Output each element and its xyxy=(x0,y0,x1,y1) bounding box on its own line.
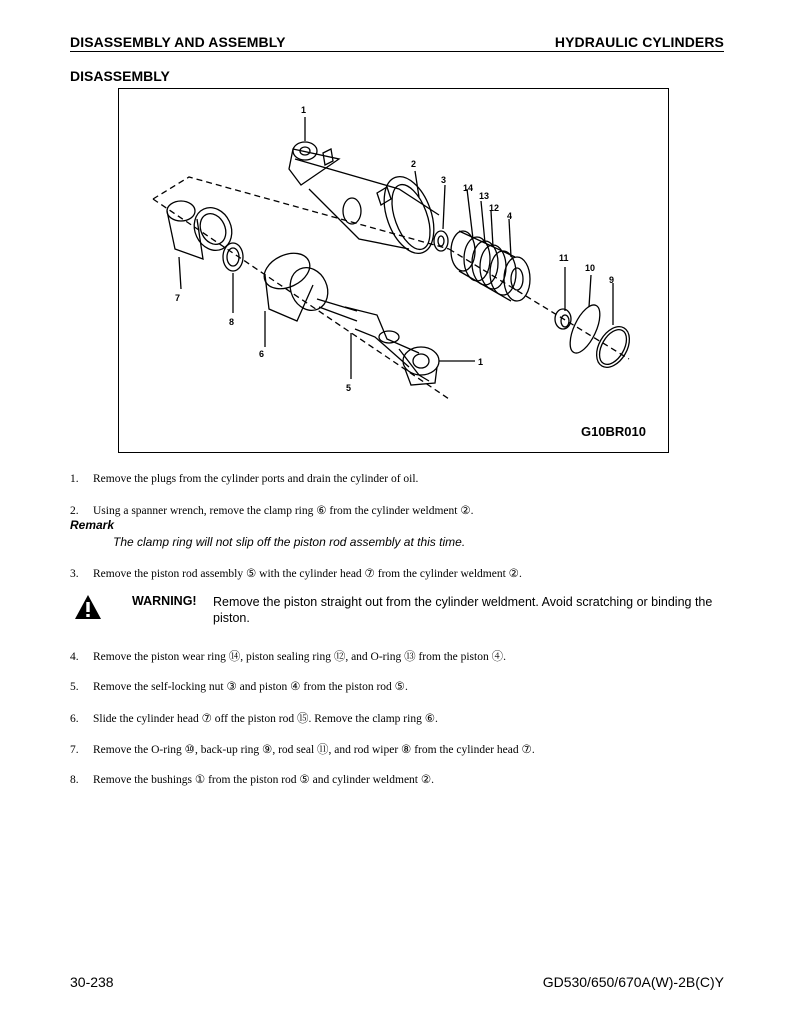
step-8 xyxy=(70,772,434,786)
step-text: Remove the plugs from the cylinder ports and drain the cylinder of oil. xyxy=(93,473,419,485)
callout-8: 8 xyxy=(229,317,235,327)
piston-rod xyxy=(317,299,439,385)
step-text: Using a spanner wrench, remove the clamp ring ⑥ from the cylinder weldment ②. xyxy=(93,505,474,517)
step-4 xyxy=(70,648,506,664)
callout-10: 10 xyxy=(585,263,596,273)
page-number: 30-238 xyxy=(70,974,114,990)
step-text: Remove the bushings ① from the piston rod ⑤ and cylinder weldment ②. xyxy=(93,774,435,786)
callout-4: 4 xyxy=(507,211,513,221)
clamp-ring xyxy=(258,246,334,321)
exploded-view-figure xyxy=(118,88,669,453)
remark-text: The clamp ring will not slip off the piston rod assembly at this time. xyxy=(113,535,466,549)
step-7 xyxy=(70,741,535,757)
step-number: 7. xyxy=(70,744,79,756)
callout-3: 3 xyxy=(441,175,447,185)
header-chapter-title: HYDRAULIC CYLINDERS xyxy=(554,34,724,50)
step-number: 1. xyxy=(70,473,79,485)
model-number: GD530/650/670A(W)-2B(C)Y xyxy=(542,974,724,990)
step-text: Remove the self-locking nut ③ and piston ④ from the piston rod ⑤. xyxy=(93,681,408,693)
step-number: 8. xyxy=(70,774,79,786)
step-5 xyxy=(70,679,408,693)
callout-1: 1 xyxy=(301,105,307,115)
step-number: 3. xyxy=(70,568,79,580)
o-ring xyxy=(564,301,606,357)
callout-11: 11 xyxy=(559,253,569,263)
callout-13: 13 xyxy=(479,191,490,201)
step-number: 4. xyxy=(70,651,79,663)
callout-12: 12 xyxy=(489,203,500,213)
header-rule xyxy=(70,51,724,52)
figure-code: G10BR010 xyxy=(580,424,646,439)
callout-5: 5 xyxy=(346,383,352,393)
exploded-view-drawing xyxy=(119,89,668,452)
step-number: 5. xyxy=(70,681,79,693)
step-2 xyxy=(70,503,474,517)
step-number: 6. xyxy=(70,713,79,725)
section-title: DISASSEMBLY xyxy=(70,68,170,84)
step-text: Remove the piston wear ring ⑭, piston sealing ring ⑫, and O-ring ⑬ from the piston ④. xyxy=(93,651,506,663)
callout-1-lower: 1 xyxy=(478,357,484,367)
callout-14: 14 xyxy=(463,183,474,193)
step-3 xyxy=(70,566,522,580)
step-6 xyxy=(70,710,438,726)
cylinder-weldment xyxy=(289,142,443,260)
step-number: 2. xyxy=(70,505,79,517)
step-text: Remove the piston rod assembly ⑤ with the cylinder head ⑦ from the cylinder weldment ②. xyxy=(93,568,522,580)
step-text: Remove the O-ring ⑩, back-up ring ⑨, rod seal ⑪, and rod wiper ⑧ from the cylinder head ⑦. xyxy=(93,744,535,756)
warning-label: WARNING! xyxy=(132,594,197,608)
callout-7: 7 xyxy=(175,293,181,303)
remark-title: Remark xyxy=(70,518,115,532)
header-section-title: DISASSEMBLY AND ASSEMBLY xyxy=(70,34,286,50)
callout-6: 6 xyxy=(259,349,265,359)
callout-9: 9 xyxy=(609,275,615,285)
warning-icon xyxy=(74,594,102,625)
self-locking-nut xyxy=(434,231,448,251)
step-1 xyxy=(70,473,418,485)
step-text: Slide the cylinder head ⑦ off the piston rod ⑮. Remove the clamp ring ⑥. xyxy=(93,713,438,725)
callout-2: 2 xyxy=(411,159,417,169)
warning-text: Remove the piston straight out from the cylinder weldment. Avoid scratching or binding the piston. xyxy=(213,595,713,625)
